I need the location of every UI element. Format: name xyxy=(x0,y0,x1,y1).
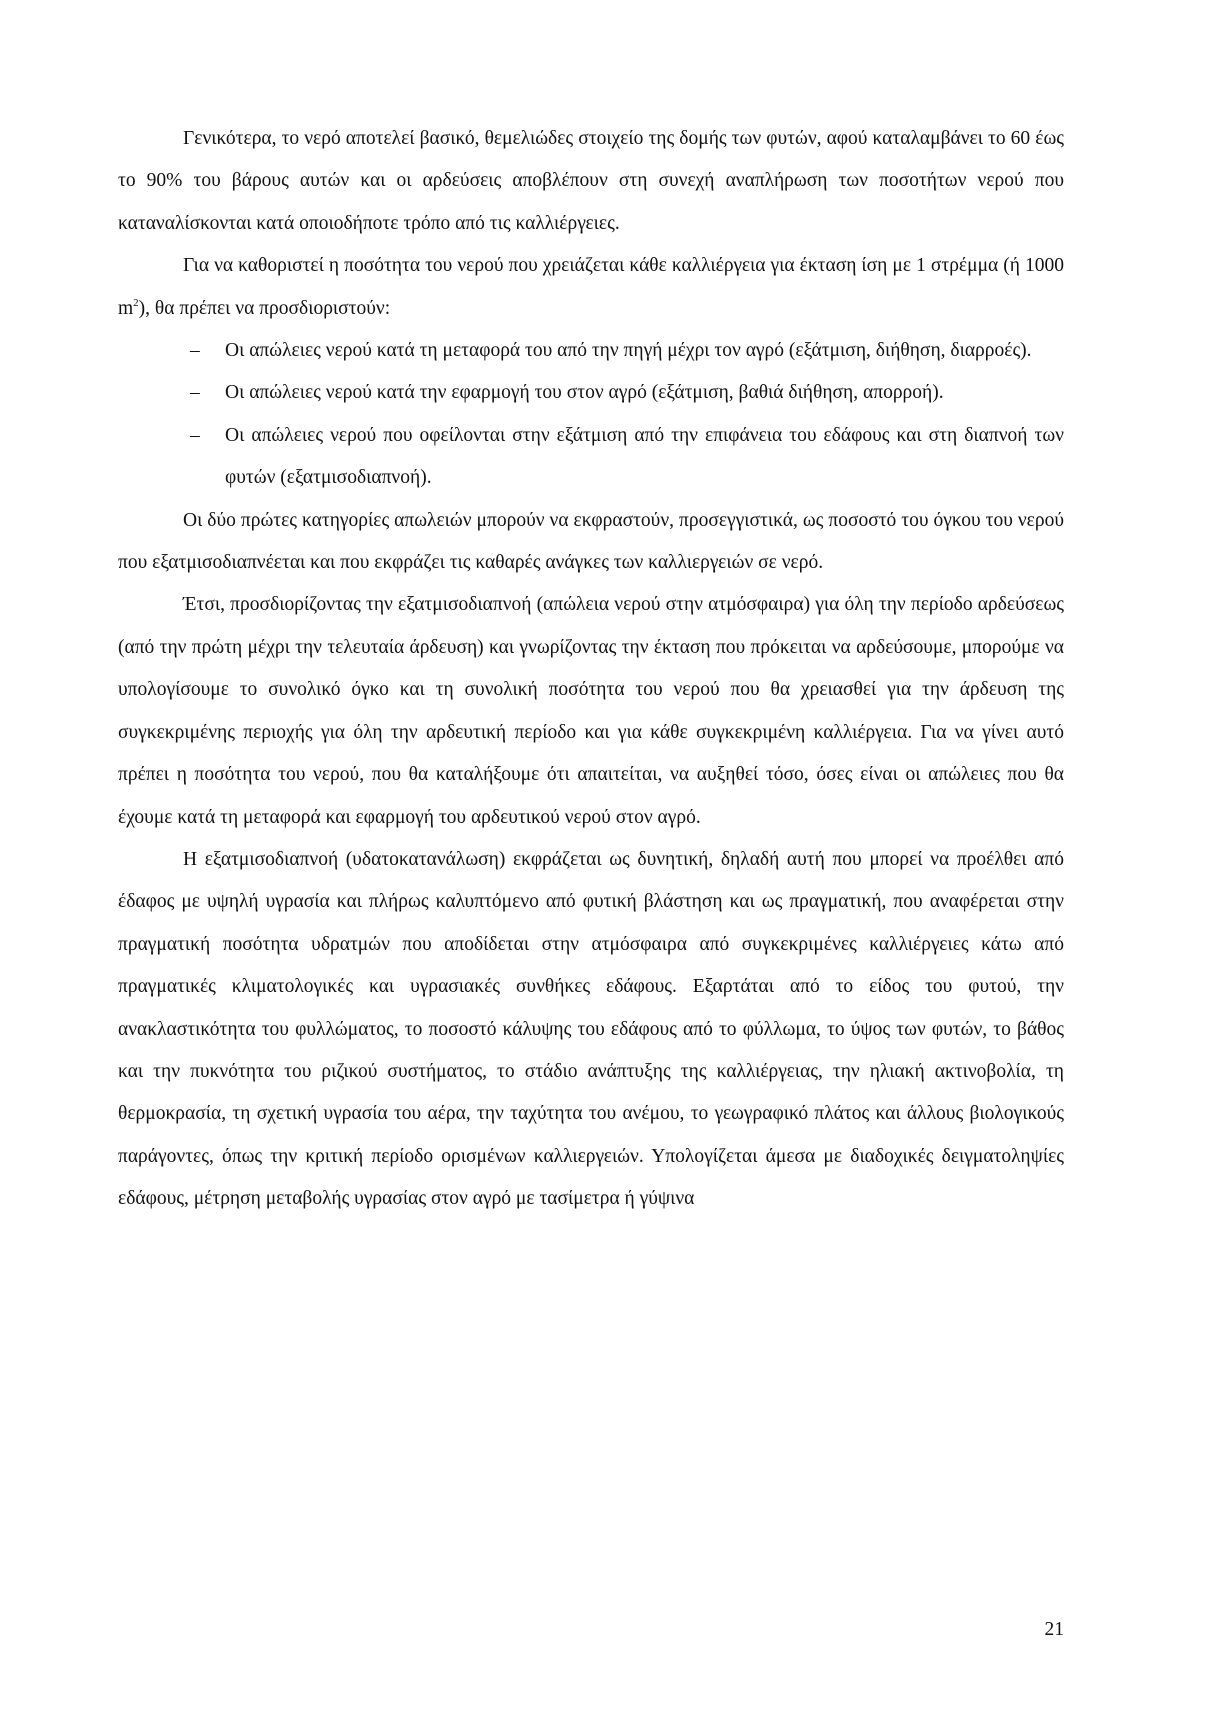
dash-bullet: – xyxy=(190,424,200,446)
list-item-text: Οι απώλειες νερού κατά την εφαρμογή του στον αγρό (εξάτμιση, βαθιά διήθηση, απορροή). xyxy=(225,382,944,404)
list-item xyxy=(118,415,1064,500)
paragraph-2-text: Για να καθοριστεί η ποσότητα του νερού που χρειάζεται κάθε καλλιέργεια για έκταση ίση με 1 στρέμμα (ή 1000 m xyxy=(118,255,1064,319)
list-item xyxy=(118,330,1064,372)
dash-bullet: – xyxy=(190,382,200,404)
body-text xyxy=(118,118,1064,1221)
page-number: 21 xyxy=(1044,1619,1064,1640)
loss-list xyxy=(118,330,1064,500)
paragraph-2 xyxy=(118,245,1064,330)
list-item xyxy=(118,372,1064,414)
dash-bullet: – xyxy=(190,340,200,362)
list-item-text: Οι απώλειες νερού κατά τη μεταφορά του από την πηγή μέχρι τον αγρό (εξάτμιση, διήθηση, διαρροές). xyxy=(225,340,1032,362)
list-item-text: Οι απώλειες νερού που οφείλονται στην εξάτμιση από την επιφάνεια του εδάφους και στη διαπνοή των φυτών (εξατμισοδιαπνοή). xyxy=(225,424,1064,489)
paragraph-2-text-end: ), θα πρέπει να προσδιοριστούν: xyxy=(138,297,391,319)
paragraph-5: Η εξατμισοδιαπνοή (υδατοκατανάλωση) εκφράζεται ως δυνητική, δηλαδή αυτή που μπορεί να προέλθει από έδαφος με υψηλή υγρασία και πλήρως καλυπτόμενο από φυτική βλάστηση και ως πραγματική, που αναφέρεται στην πραγματική ποσότητα υδρατμών που αποδίδεται στην ατμόσφαιρα από συγκεκριμένες καλλιέργειες κάτω από πραγματικές κλιματολογικές και υγρασιακές συνθήκες εδάφους. Εξαρτάται από το είδος του φυτού, την ανακλαστικότητα του φυλλώματος, το ποσοστό κάλυψης του εδάφους από το φύλλωμα, το ύψος των φυτών, το βάθος και την πυκνότητα του ριζικού συστήματος, το στάδιο ανάπτυξης της καλλιέργειας, την ηλιακή ακτινοβολία, τη θερμοκρασία, τη σχετική υγρασία του αέρα, την ταχύτητα του ανέμου, το γεωγραφικό πλάτος και άλλους βιολογικούς παράγοντες, όπως την κριτική περίοδο ορισμένων καλλιεργειών. Υπολογίζεται άμεσα με διαδοχικές δειγματοληψίες εδάφους, μέτρηση μεταβολής υγρασίας στον αγρό με τασίμετρα ή γύψινα xyxy=(118,848,1064,1210)
paragraph-3: Οι δύο πρώτες κατηγορίες απωλειών μπορούν να εκφραστούν, προσεγγιστικά, ως ποσοστό του όγκου του νερού που εξατμισοδιαπνέεται και που εκφράζει τις καθαρές ανάγκες των καλλιεργειών σε νερό. xyxy=(118,509,1064,574)
paragraph-1: Γενικότερα, το νερό αποτελεί βασικό, θεμελιώδες στοιχείο της δομής των φυτών, αφού καταλαμβάνει το 60 έως το 90% του βάρους αυτών και οι αρδεύσεις αποβλέπουν στη συνεχή αναπλήρωση των ποσοτήτων νερού που καταναλίσκονται κατά οποιοδήποτε τρόπο από τις καλλιέργειες. xyxy=(118,128,1064,234)
superscript-exponent: 2 xyxy=(133,296,139,309)
paragraph-4: Έτσι, προσδιορίζοντας την εξατμισοδιαπνοή (απώλεια νερού στην ατμόσφαιρα) για όλη την περίοδο αρδεύσεως (από την πρώτη μέχρι την τελευταία άρδευση) και γνωρίζοντας την έκταση που πρόκειται να αρδεύσουμε, μπορούμε να υπολογίσουμε το συνολικό όγκο και τη συνολική ποσότητα του νερού που θα χρειασθεί για την άρδευση της συγκεκριμένης περιοχής για όλη την αρδευτική περίοδο και για κάθε συγκεκριμένη καλλιέργεια. Για να γίνει αυτό πρέπει η ποσότητα του νερού, που θα καταλήξουμε ότι απαιτείται, να αυξηθεί τόσο, όσες είναι οι απώλειες που θα έχουμε κατά τη μεταφορά και εφαρμογή του αρδευτικού νερού στον αγρό. xyxy=(118,594,1064,828)
